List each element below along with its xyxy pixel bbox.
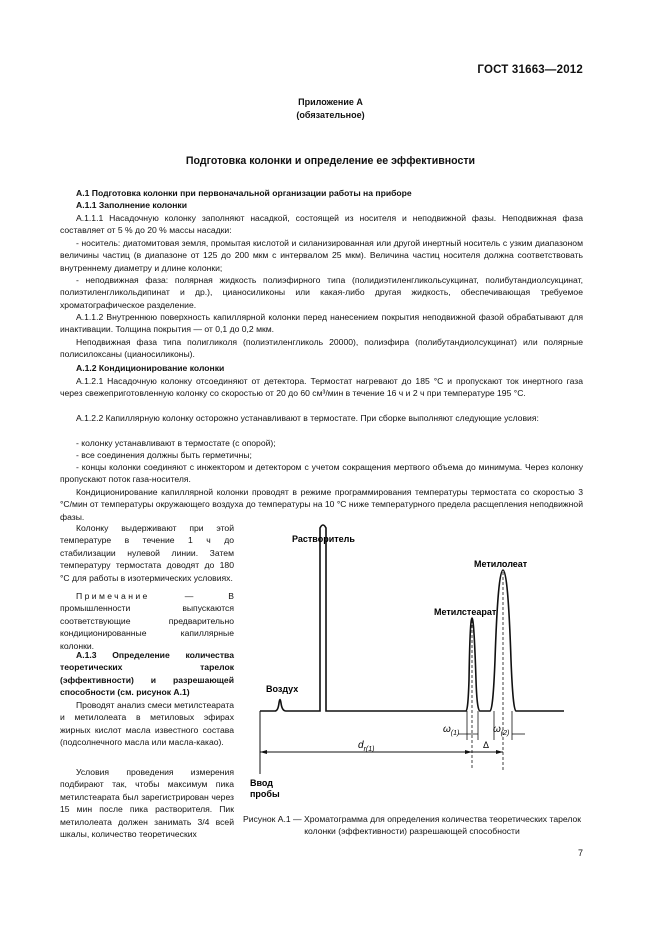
paragraph-a13: Проводят анализ смеси метилстеарата и метилолеата в метиловых эфирах жирных кислот масла известного состава (подсолнечного масла или масла-какао). [60, 700, 234, 748]
dr-arrow-left [260, 750, 267, 754]
dr-arrow-right [465, 750, 472, 754]
label-w1: $\omega_{(1)}$ [443, 724, 460, 737]
paragraph-measurement-conditions: Условия проведения измерения подбирают так, чтобы максимум пика метилстеарата был зарегистрирован через 15 мин после пика растворителя. Пик метилолеата должен занимать 3/4 всей шкалы, количество теоретических [60, 767, 234, 840]
section-a13-heading: А.1.3 Определение количества теоретических тарелок (эффективности) и разрешающей способности (см. рисунок А.1) [60, 650, 234, 698]
appendix-title: Приложение А [298, 97, 363, 107]
paragraph-column-hold: Колонку выдерживают при этой температуре в течение 1 ч до стабилизации нулевой линии. Затем температуру термостата доводят до 180 °С для работы в изотермических условиях. [60, 523, 234, 583]
paragraph-a121: А.1.2.1 Насадочную колонку отсоединяют от детектора. Термостат нагревают до 185 °С и пропускают ток инертного газа через свежеприготовленную колонку со скоростью от 20 до 60 см³/мин в течение 16 ч и 2 ч при температуре 195 °С. [60, 376, 583, 399]
note-label: Примечание [76, 591, 150, 601]
chromatogram-figure [240, 520, 590, 810]
bullet-stationary-phase: - неподвижная фаза: полярная жидкость полиэфирного типа (полидиэтиленгликольсукцинат, полибутандиолсукцинат, полиэтиленгликольдипинат и др.), цианосиликоны или какая-либо другая жидкость, обеспечивающая требуемое хроматографическое разделение. [60, 275, 583, 310]
section-a12-heading: А.1.2 Кондиционирование колонки [76, 363, 225, 373]
paragraph-stationary-phase-note: Неподвижная фаза типа полигликоля (полиэтиленгликоль 20000), полиэфира (полибутандиолсукцинат) или полярные полисилоксаны (цианосиликоны). [60, 337, 583, 360]
bullet-ends: - концы колонки соединяют с инжектором и детектором с учетом сокращения мертвого объема до минимума. Через колонку пропускают поток газа-носителя. [60, 462, 583, 485]
label-solvent: Растворитель [292, 534, 355, 544]
paragraph-a111: А.1.1.1 Насадочную колонку заполняют насадкой, состоящей из носителя и неподвижной фазы. Неподвижная фаза составляет от 5 % до 20 % массы насадки: [60, 213, 583, 236]
main-title: Подготовка колонки и определение ее эффективности [185, 155, 476, 167]
delta-arrow-right [496, 750, 503, 754]
label-delta: Δ [483, 740, 490, 750]
bullet-carrier: - носитель: диатомитовая земля, промытая кислотой и силанизированная или другой инертный носитель с узким диапазоном величины частиц (в диапазоне от 125 до 200 мкм с интервалом 25 мкм). Величина частиц носителя должна соответствовать внутреннему диаметру и длине колонки; [60, 238, 583, 273]
label-air: Воздух [266, 684, 299, 694]
bullet-install: - колонку устанавливают в термостате (с опорой); [76, 438, 276, 448]
chromatogram-trace [260, 525, 564, 711]
bullet-sealed: - все соединения должны быть герметичны; [76, 450, 252, 460]
section-a11-heading: А.1.1 Заполнение колонки [76, 200, 187, 210]
paragraph-conditioning-capillary: Кондиционирование капиллярной колонки проводят в режиме программирования температуры термостата со скоростью 3 °С/мин от температуры окружающего воздуха до температуры на 10 °С ниже температурного предела расщепления неподвижной фазы. [60, 487, 583, 522]
figure-caption: Рисунок А.1 — Хроматограмма для определения количества теоретических тарелок колонки (эффективности) разрешающей способности [242, 814, 582, 837]
label-w2: $\omega_{(2)}$ [493, 724, 510, 737]
paragraph-a112: А.1.1.2 Внутреннюю поверхность капиллярной колонки перед нанесением покрытия неподвижной фазой обрабатывают для инактивации. Толщина покрытия — от 0,1 до 0,2 мкм. [60, 312, 583, 335]
label-methylstearate: Метилстеарат [434, 607, 497, 617]
label-injection-1: Ввод [250, 778, 274, 788]
note [60, 590, 234, 652]
appendix-status: (обязательное) [296, 110, 365, 120]
standard-number: ГОСТ 31663—2012 [477, 64, 583, 76]
page-number: 7 [577, 848, 583, 858]
section-a1-heading: А.1 Подготовка колонки при первоначальной организации работы на приборе [76, 188, 412, 198]
label-methyloleate: Метилолеат [474, 559, 528, 569]
note-text: — В промышленности выпускаются соответствующие предварительно кондиционированные капиллярные колонки. [60, 591, 234, 651]
label-dr: $d_{r(1)}$ [358, 740, 375, 753]
paragraph-a122: А.1.2.2 Капиллярную колонку осторожно устанавливают в термостате. При сборке выполняют следующие условия: [76, 413, 539, 423]
label-injection-2: пробы [250, 789, 280, 799]
